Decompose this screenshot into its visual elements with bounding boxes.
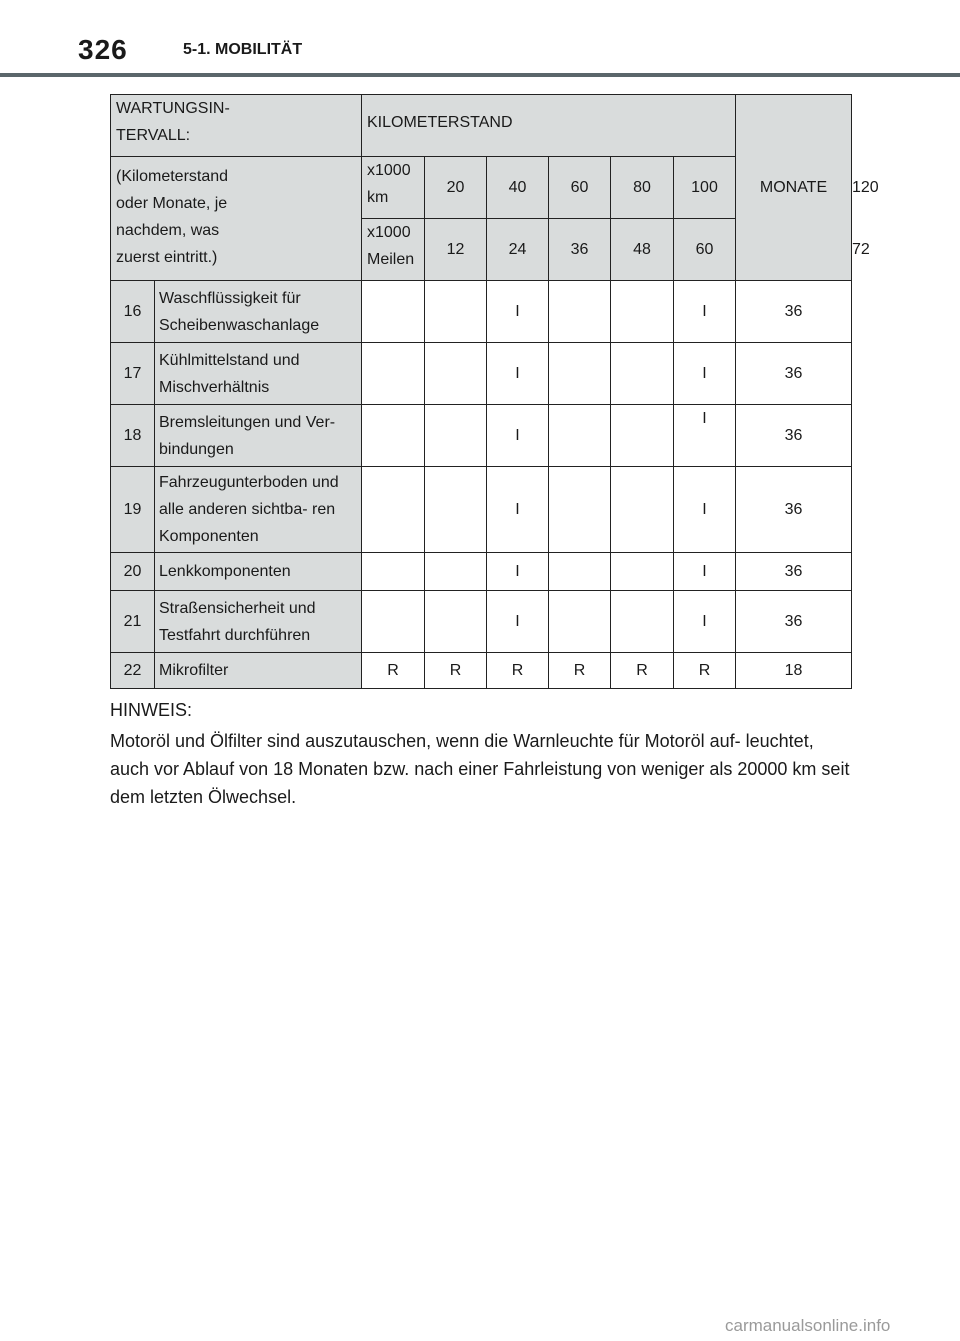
schedule-cell	[549, 281, 611, 343]
mi-unit-cell	[362, 219, 425, 281]
item-label: Mikrofilter	[159, 662, 229, 679]
schedule-cell	[425, 467, 487, 553]
item-label-cell	[155, 281, 362, 343]
schedule-cell	[611, 405, 674, 467]
months-value: 36	[736, 343, 852, 405]
item-number: 19	[111, 467, 155, 553]
schedule-cell	[611, 553, 674, 591]
mi-value: 60	[674, 219, 736, 281]
schedule-cell: I	[674, 343, 736, 405]
item-label: Lenkkomponenten	[159, 563, 291, 580]
schedule-cell	[362, 467, 425, 553]
schedule-cell	[549, 405, 611, 467]
item-label-cell	[155, 553, 362, 591]
km-unit: x1000 km	[367, 162, 411, 206]
mi-value: 12	[425, 219, 487, 281]
schedule-cell: I	[674, 467, 736, 553]
item-number: 18	[111, 405, 155, 467]
interval-label-cell	[111, 95, 362, 157]
schedule-cell: R	[425, 653, 487, 689]
schedule-cell: R	[611, 653, 674, 689]
schedule-cell	[362, 281, 425, 343]
schedule-cell: R	[362, 653, 425, 689]
item-label: Kühlmittelstand und Mischverhältnis	[159, 351, 300, 396]
schedule-cell: I	[487, 405, 549, 467]
km-value: 100	[674, 157, 736, 219]
item-number: 21	[111, 591, 155, 653]
item-number: 17	[111, 343, 155, 405]
page-number: 326	[78, 34, 128, 65]
schedule-cell	[362, 591, 425, 653]
interval-sub: (Kilometerstand oder Monate, je nachdem, was zuerst eintritt.)	[116, 168, 229, 266]
schedule-cell	[549, 343, 611, 405]
schedule-cell	[549, 591, 611, 653]
odometer-label-cell	[362, 95, 736, 157]
interval-sub-cell	[111, 157, 362, 281]
schedule-cell	[611, 591, 674, 653]
item-number: 22	[111, 653, 155, 689]
schedule-cell: R	[549, 653, 611, 689]
page-header	[0, 0, 960, 80]
mi-value: 24	[487, 219, 549, 281]
table-row	[111, 343, 852, 405]
table-row	[111, 467, 852, 553]
item-label: Waschflüssigkeit für Scheibenwaschanlage	[159, 289, 320, 334]
schedule-cell: R	[487, 653, 549, 689]
km-value: 20	[425, 157, 487, 219]
schedule-cell: I	[674, 553, 736, 591]
schedule-cell: I	[487, 467, 549, 553]
odometer-label: KILOMETERSTAND	[367, 114, 513, 131]
months-label-cell	[736, 95, 852, 281]
item-label-cell	[155, 653, 362, 689]
schedule-cell: I	[487, 591, 549, 653]
schedule-cell	[611, 467, 674, 553]
item-label-cell	[155, 591, 362, 653]
months-value: 36	[736, 405, 852, 467]
schedule-cell: I	[487, 343, 549, 405]
section-title: 5-1. MOBILITÄT	[183, 41, 303, 58]
item-label-cell	[155, 343, 362, 405]
schedule-cell	[549, 553, 611, 591]
schedule-cell	[425, 343, 487, 405]
months-label: MONATE	[759, 179, 828, 196]
schedule-cell	[425, 405, 487, 467]
table-row	[111, 405, 852, 467]
months-value: 36	[736, 553, 852, 591]
mi-value: 48	[611, 219, 674, 281]
months-value: 18	[736, 653, 852, 689]
note-title: HINWEIS:	[110, 700, 193, 720]
item-label: Bremsleitungen und Ver- bindungen	[159, 413, 336, 458]
schedule-cell: R	[674, 653, 736, 689]
mi-value: 36	[549, 219, 611, 281]
schedule-cell: I	[487, 553, 549, 591]
watermark: carmanualsonline.info	[725, 1316, 891, 1335]
item-label: Straßensicherheit und Testfahrt durchführen	[159, 599, 316, 644]
table-row	[111, 281, 852, 343]
interval-label: WARTUNGSIN- TERVALL:	[116, 100, 230, 144]
note-text: Motoröl und Ölfilter sind auszutauschen, wenn die Warnleuchte für Motoröl auf- leuchtet, auch vor Ablauf von 18 Monaten bzw. nach einer Fahrleistung von weniger als 20000 km seit dem letzten Ölwechsel.	[110, 731, 850, 807]
item-number: 16	[111, 281, 155, 343]
maintenance-table: WARTUNGSIN- TERVALL: KILOMETERSTAND MONATE (Kilometerstand oder Monate, je nachdem, was zuerst eintritt.) x1000 km 20 40 60 80 100 120 x1000 Meilen 12 24 36 48 60 72 16 Waschflüssigkeit für Scheibenwaschanlage I I 36 17 Kühlmittelstand und Mischverhältnis I I 36 18 Bremsleitungen und Ver- bindungen I I 36 19 Fahrzeugunterboden und alle anderen sichtba- ren Komponenten I I 36 20 Lenkkomponenten I I 36 21 Straßensicherheit und Testfahrt durchführen I I 36 22 Mikrofilter R R R R R R 18	[110, 94, 852, 689]
table-row	[111, 591, 852, 653]
table-row	[111, 653, 852, 689]
item-number: 20	[111, 553, 155, 591]
schedule-cell	[549, 467, 611, 553]
km-unit-cell	[362, 157, 425, 219]
item-label: Fahrzeugunterboden und alle anderen sichtba- ren Komponenten	[159, 474, 339, 545]
header-divider	[0, 73, 960, 77]
item-label-cell	[155, 405, 362, 467]
schedule-cell	[611, 343, 674, 405]
schedule-cell: I	[674, 405, 736, 467]
schedule-cell	[425, 591, 487, 653]
schedule-cell	[425, 553, 487, 591]
schedule-cell: I	[674, 281, 736, 343]
km-value: 60	[549, 157, 611, 219]
mi-unit: x1000 Meilen	[367, 224, 415, 268]
schedule-cell	[362, 405, 425, 467]
item-label-cell	[155, 467, 362, 553]
table-row	[111, 553, 852, 591]
schedule-cell	[611, 281, 674, 343]
schedule-cell	[362, 553, 425, 591]
schedule-cell	[362, 343, 425, 405]
schedule-cell: I	[487, 281, 549, 343]
months-value: 36	[736, 281, 852, 343]
months-value: 36	[736, 467, 852, 553]
schedule-cell: I	[674, 591, 736, 653]
schedule-cell	[425, 281, 487, 343]
km-value: 40	[487, 157, 549, 219]
km-value: 80	[611, 157, 674, 219]
months-value: 36	[736, 591, 852, 653]
